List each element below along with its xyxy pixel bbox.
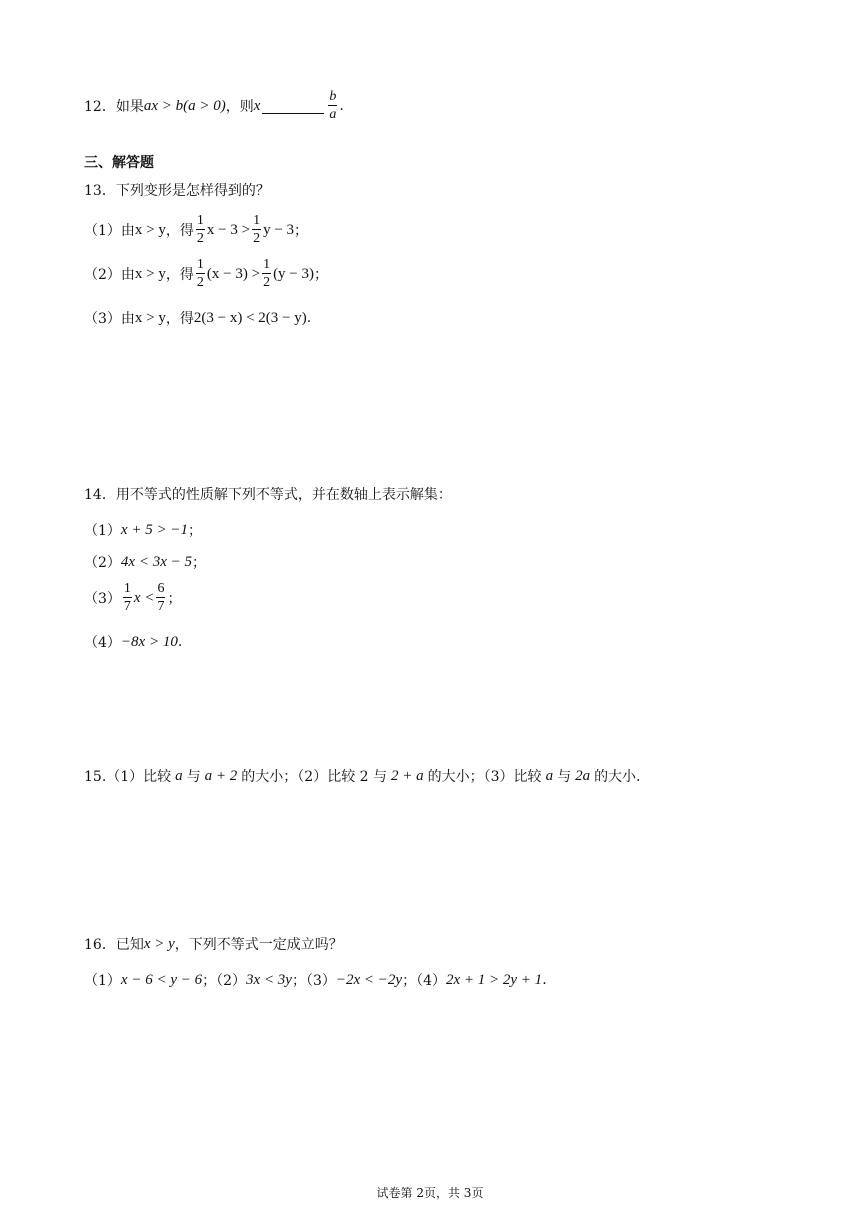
frac-den: 2	[253, 231, 261, 246]
q14-item-3-end: ；	[167, 591, 182, 607]
q14-item-2-expr: 4x < 3x − 5	[120, 553, 192, 570]
q13-item-1-frac-b	[252, 214, 261, 246]
q15-text-3: 的大小；（2）比较 2 与	[241, 769, 388, 785]
q16-label-2: ；（2）	[202, 973, 247, 989]
q15-a2: a + 2	[204, 767, 238, 784]
q15-text-4: 的大小；（3）比较	[427, 769, 542, 785]
q14-item-3-frac-b	[156, 582, 165, 614]
frac-num: 1	[196, 257, 204, 272]
q12-variable: x	[253, 97, 261, 114]
q14-item-2	[84, 552, 206, 572]
q13-item-1-right: y − 3	[263, 221, 295, 238]
frac-num: 1	[263, 257, 271, 272]
q16-stem-2: ，下列不等式一定成立吗？	[174, 937, 343, 953]
q14-item-4	[84, 632, 182, 652]
q13-item-3-expr: 2(3 − x) < 2(3 − y)	[193, 309, 307, 326]
q16-cond: x > y	[143, 935, 175, 952]
q14-item-2-label: （2）	[84, 555, 121, 571]
q13-item-2-cond: x > y	[134, 265, 166, 282]
q13-item-2-frac-b	[262, 258, 271, 290]
q15-text-1: 15.（1）比较	[84, 769, 172, 785]
q13-item-1-frac-a	[196, 214, 205, 246]
q13-item-3-get: ，得	[165, 311, 194, 327]
q13-item-2	[84, 258, 328, 290]
q13-item-1	[84, 214, 308, 246]
q12-prefix: 如果	[115, 99, 144, 115]
q15-a1: a	[175, 767, 183, 784]
page-footer: 试卷第 2页，共 3页	[376, 1186, 484, 1200]
q14-item-1-end: ；	[187, 523, 202, 539]
frac-num: 1	[196, 213, 204, 228]
q13-item-2-label: （2）由	[84, 267, 135, 283]
frac-num: 1	[253, 213, 261, 228]
q15-a3: 2 + a	[391, 767, 424, 784]
question-12	[84, 90, 344, 122]
q14-item-1-expr: x + 5 > −1	[120, 521, 188, 538]
q13-item-1-left: x − 3 >	[206, 221, 251, 238]
question-15	[84, 766, 641, 786]
q13-stem: 13．下列变形是怎样得到的？	[84, 183, 270, 199]
q14-item-2-end: ；	[191, 555, 206, 571]
q13-item-3	[84, 308, 311, 328]
frac-den: 7	[157, 599, 165, 614]
q12-frac-den: a	[329, 107, 337, 122]
frac-num: 6	[157, 581, 165, 596]
frac-den: 7	[123, 599, 131, 614]
q15-text-5: 与	[557, 769, 572, 785]
q16-label-3: ；（3）	[291, 973, 336, 989]
q14-item-3-frac-a	[123, 582, 132, 614]
q15-text-2: 与	[186, 769, 201, 785]
q13-item-3-label: （3）由	[84, 311, 135, 327]
q14-item-1	[84, 520, 202, 540]
q12-end: .	[339, 98, 344, 114]
q12-frac-num: b	[329, 89, 337, 104]
q12-then: ，则	[225, 99, 254, 115]
q14-item-3-mid: x <	[133, 589, 155, 606]
q15-a5: 2a	[575, 767, 591, 784]
q14-item-1-label: （1）	[84, 523, 121, 539]
q13-item-1-label: （1）由	[84, 223, 135, 239]
frac-den: 2	[263, 275, 271, 290]
q14-stem: 14．用不等式的性质解下列不等式，并在数轴上表示解集：	[84, 487, 452, 503]
q16-label-4: ；（4）	[402, 973, 446, 989]
q13-item-1-get: ，得	[165, 223, 194, 239]
q16-stem-1: 16．已知	[84, 937, 144, 953]
q13-item-3-cond: x > y	[134, 309, 166, 326]
q13-item-2-get: ，得	[165, 267, 194, 283]
q12-number: 12．	[84, 99, 116, 115]
q16-expr-3: −2x < −2y	[335, 971, 403, 988]
q12-expression: ax > b(a > 0)	[143, 97, 226, 114]
q14-item-4-label: （4）	[84, 635, 121, 651]
frac-den: 2	[196, 231, 204, 246]
q16-items	[84, 970, 547, 990]
q16-label-1: （1）	[84, 973, 121, 989]
q13-item-3-end: .	[306, 310, 312, 326]
q12-fraction	[328, 90, 337, 122]
q13-item-2-left: (x − 3) >	[206, 265, 261, 282]
q12-blank	[262, 99, 324, 114]
q13-item-2-end: ；	[314, 267, 329, 283]
q16-expr-1: x − 6 < y − 6	[120, 971, 203, 988]
q14-item-3-label: （3）	[84, 591, 121, 607]
q13-item-2-right: (y − 3)	[273, 265, 315, 282]
q13-item-2-frac-a	[196, 258, 205, 290]
q13-item-1-cond: x > y	[134, 221, 166, 238]
frac-den: 2	[196, 275, 204, 290]
q16-end: .	[542, 972, 547, 988]
frac-num: 1	[123, 581, 131, 596]
q14-item-4-expr: −8x > 10	[120, 633, 178, 650]
q14-item-3	[84, 582, 181, 614]
q15-text-6: 的大小.	[594, 769, 641, 785]
q16-expr-2: 3x < 3y	[246, 971, 292, 988]
q16-expr-4: 2x + 1 > 2y + 1	[446, 971, 543, 988]
section-heading: 三、解答题	[84, 155, 154, 171]
q13-item-1-end: ；	[294, 223, 309, 239]
q14-item-4-end: .	[177, 634, 183, 650]
q16-stem	[84, 934, 343, 954]
q15-a4: a	[545, 767, 554, 784]
